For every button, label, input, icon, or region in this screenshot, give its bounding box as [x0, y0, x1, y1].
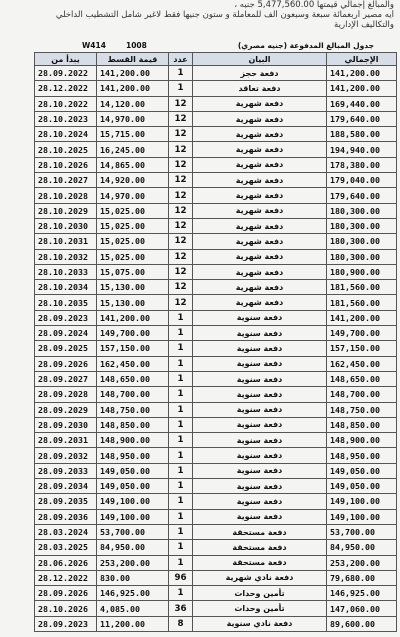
cell-amount: 148,650.00 — [97, 371, 169, 386]
cell-total: 141,200.00 — [327, 81, 397, 96]
cell-amount: 149,100.00 — [97, 494, 169, 509]
cell-total: 148,700.00 — [327, 387, 397, 402]
cell-total: 169,440.00 — [327, 96, 397, 111]
table-row — [35, 402, 397, 417]
cell-count: 1 — [169, 310, 193, 325]
cell-total: 253,200.00 — [327, 555, 397, 570]
cell-count: 36 — [169, 601, 193, 616]
cell-total: 162,450.00 — [327, 356, 397, 371]
cell-total: 179,640.00 — [327, 111, 397, 126]
cell-count: 1 — [169, 326, 193, 341]
cell-date: 28.09.2023 — [35, 310, 97, 325]
table-row — [35, 341, 397, 356]
table-row — [35, 570, 397, 585]
cell-date: 28.10.2029 — [35, 203, 97, 218]
cell-desc: دفعة شهرية — [193, 96, 327, 111]
cell-desc: دفعة سنوية — [193, 494, 327, 509]
cell-amount: 15,025.00 — [97, 234, 169, 249]
cell-count: 1 — [169, 371, 193, 386]
cell-count: 1 — [169, 66, 193, 81]
cell-amount: 15,025.00 — [97, 218, 169, 233]
cell-desc: دفعة سنوية — [193, 356, 327, 371]
cell-date: 28.09.2024 — [35, 326, 97, 341]
table-row — [35, 540, 397, 555]
cell-amount: 15,130.00 — [97, 280, 169, 295]
cell-total: 147,060.00 — [327, 601, 397, 616]
cell-total: 148,900.00 — [327, 433, 397, 448]
cell-amount: 253,200.00 — [97, 555, 169, 570]
cell-amount: 149,050.00 — [97, 463, 169, 478]
cell-total: 148,650.00 — [327, 371, 397, 386]
cell-amount: 149,050.00 — [97, 479, 169, 494]
table-row — [35, 127, 397, 142]
table-row — [35, 203, 397, 218]
cell-amount: 149,700.00 — [97, 326, 169, 341]
cell-total: 149,100.00 — [327, 509, 397, 524]
cell-date: 28.09.2032 — [35, 448, 97, 463]
cell-date: 28.10.2025 — [35, 142, 97, 157]
cell-total: 178,380.00 — [327, 157, 397, 172]
cell-total: 180,300.00 — [327, 203, 397, 218]
cell-desc: تأمين وحدات — [193, 586, 327, 601]
cell-count: 1 — [169, 479, 193, 494]
cell-total: 194,940.00 — [327, 142, 397, 157]
cell-date: 28.10.2026 — [35, 601, 97, 616]
table-row — [35, 433, 397, 448]
cell-date: 28.09.2029 — [35, 402, 97, 417]
cell-desc: دفعة شهرية — [193, 173, 327, 188]
cell-amount: 15,130.00 — [97, 295, 169, 310]
cell-total: 180,300.00 — [327, 234, 397, 249]
table-row — [35, 66, 397, 81]
cell-total: 149,700.00 — [327, 326, 397, 341]
header-line-1: والمبالغ إجمالي قيمتها 5,477,560.00 جنيه ، — [234, 0, 394, 10]
cell-amount: 146,925.00 — [97, 586, 169, 601]
cell-amount: 16,245.00 — [97, 142, 169, 157]
cell-date: 28.09.2030 — [35, 417, 97, 432]
cell-desc: دفعة سنوية — [193, 387, 327, 402]
table-body — [35, 66, 397, 632]
cell-total: 149,050.00 — [327, 463, 397, 478]
cell-amount: 149,100.00 — [97, 509, 169, 524]
cell-amount: 15,025.00 — [97, 249, 169, 264]
table-row — [35, 264, 397, 279]
cell-amount: 141,200.00 — [97, 66, 169, 81]
table-row — [35, 280, 397, 295]
table-row — [35, 356, 397, 371]
cell-amount: 148,900.00 — [97, 433, 169, 448]
header-line-3: والتكاليف الإدارية — [334, 20, 394, 30]
cell-count: 12 — [169, 157, 193, 172]
table-row — [35, 188, 397, 203]
cell-amount: 148,850.00 — [97, 417, 169, 432]
cell-total: 181,560.00 — [327, 280, 397, 295]
cell-count: 12 — [169, 127, 193, 142]
cell-count: 12 — [169, 96, 193, 111]
table-row — [35, 371, 397, 386]
cell-count: 12 — [169, 295, 193, 310]
cell-desc: دفعة سنوية — [193, 326, 327, 341]
table-row — [35, 218, 397, 233]
cell-total: 149,050.00 — [327, 479, 397, 494]
cell-date: 28.12.2022 — [35, 81, 97, 96]
table-row — [35, 249, 397, 264]
cell-count: 8 — [169, 616, 193, 631]
cell-desc: دفعة سنوية — [193, 463, 327, 478]
cell-desc: دفعة شهرية — [193, 111, 327, 126]
cell-date: 28.10.2030 — [35, 218, 97, 233]
cell-count: 1 — [169, 509, 193, 524]
table-row — [35, 96, 397, 111]
cell-desc: دفعة شهرية — [193, 188, 327, 203]
unit-number: 1008 — [126, 41, 147, 50]
cell-desc: دفعة شهرية — [193, 157, 327, 172]
table-row — [35, 494, 397, 509]
table-row — [35, 555, 397, 570]
cell-desc: تأمين وحدات — [193, 601, 327, 616]
cell-count: 1 — [169, 524, 193, 539]
cell-amount: 14,970.00 — [97, 188, 169, 203]
cell-desc: دفعة نادي سنوية — [193, 616, 327, 631]
cell-desc: دفعة سنوية — [193, 479, 327, 494]
table-row — [35, 111, 397, 126]
unit-code: W414 — [82, 41, 106, 50]
cell-total: 179,640.00 — [327, 188, 397, 203]
cell-count: 12 — [169, 142, 193, 157]
cell-date: 28.10.2023 — [35, 111, 97, 126]
cell-count: 12 — [169, 218, 193, 233]
cell-count: 1 — [169, 448, 193, 463]
cell-desc: دفعة شهرية — [193, 218, 327, 233]
cell-date: 28.03.2024 — [35, 524, 97, 539]
cell-count: 12 — [169, 264, 193, 279]
cell-date: 28.10.2028 — [35, 188, 97, 203]
cell-desc: دفعة سنوية — [193, 402, 327, 417]
cell-total: 180,300.00 — [327, 249, 397, 264]
cell-date: 28.09.2028 — [35, 387, 97, 402]
cell-desc: دفعة شهرية — [193, 142, 327, 157]
cell-total: 146,925.00 — [327, 586, 397, 601]
cell-desc: دفعة سنوية — [193, 448, 327, 463]
col-header-date: يبدأ من — [35, 53, 97, 66]
cell-desc: دفعة تعاقد — [193, 81, 327, 96]
cell-desc: دفعة شهرية — [193, 264, 327, 279]
cell-amount: 162,450.00 — [97, 356, 169, 371]
table-meta-row — [34, 40, 396, 51]
cell-total: 148,950.00 — [327, 448, 397, 463]
cell-amount: 84,950.00 — [97, 540, 169, 555]
cell-amount: 141,200.00 — [97, 310, 169, 325]
cell-desc: دفعة شهرية — [193, 280, 327, 295]
cell-date: 28.10.2033 — [35, 264, 97, 279]
cell-amount: 14,865.00 — [97, 157, 169, 172]
header-line-2: أيه مصير أربعمائة سبعة وسبعون ألف للمعاملة و ستون جنيها فقط لاغير شامل التشطيب الداخلي — [55, 10, 394, 20]
cell-desc: دفعة مستحقة — [193, 524, 327, 539]
col-header-desc: البيان — [193, 53, 327, 66]
table-row — [35, 586, 397, 601]
cell-desc: دفعة شهرية — [193, 249, 327, 264]
table-row — [35, 310, 397, 325]
table-row — [35, 601, 397, 616]
cell-total: 141,200.00 — [327, 66, 397, 81]
cell-total: 53,700.00 — [327, 524, 397, 539]
cell-desc: دفعة سنوية — [193, 509, 327, 524]
table-row — [35, 142, 397, 157]
cell-date: 28.09.2025 — [35, 341, 97, 356]
cell-desc: دفعة شهرية — [193, 127, 327, 142]
cell-amount: 830.00 — [97, 570, 169, 585]
cell-count: 1 — [169, 494, 193, 509]
cell-count: 1 — [169, 402, 193, 417]
cell-amount: 148,750.00 — [97, 402, 169, 417]
cell-total: 141,200.00 — [327, 310, 397, 325]
cell-desc: دفعة نادي شهرية — [193, 570, 327, 585]
table-row — [35, 173, 397, 188]
table-header-row — [35, 53, 397, 66]
cell-desc: دفعة مستحقة — [193, 555, 327, 570]
table-row — [35, 463, 397, 478]
cell-total: 79,680.00 — [327, 570, 397, 585]
table-row — [35, 234, 397, 249]
cell-date: 28.09.2027 — [35, 371, 97, 386]
cell-date: 28.09.2036 — [35, 509, 97, 524]
cell-date: 28.10.2035 — [35, 295, 97, 310]
cell-date: 28.10.2032 — [35, 249, 97, 264]
header-text — [0, 0, 400, 40]
cell-amount: 11,200.00 — [97, 616, 169, 631]
table-title: جدول المبالغ المدفوعة (جنيه مصري) — [237, 41, 374, 50]
cell-total: 179,040.00 — [327, 173, 397, 188]
cell-count: 96 — [169, 570, 193, 585]
cell-amount: 15,025.00 — [97, 203, 169, 218]
table-row — [35, 387, 397, 402]
cell-total: 181,560.00 — [327, 295, 397, 310]
cell-count: 12 — [169, 249, 193, 264]
cell-amount: 15,715.00 — [97, 127, 169, 142]
cell-amount: 4,085.00 — [97, 601, 169, 616]
cell-count: 12 — [169, 111, 193, 126]
cell-amount: 141,200.00 — [97, 81, 169, 96]
cell-count: 12 — [169, 203, 193, 218]
cell-desc: دفعة مستحقة — [193, 540, 327, 555]
cell-date: 28.09.2022 — [35, 66, 97, 81]
cell-total: 180,900.00 — [327, 264, 397, 279]
table-row — [35, 417, 397, 432]
cell-count: 1 — [169, 540, 193, 555]
table-row — [35, 524, 397, 539]
cell-desc: دفعة سنوية — [193, 371, 327, 386]
table-row — [35, 616, 397, 631]
cell-amount: 15,075.00 — [97, 264, 169, 279]
cell-amount: 14,120.00 — [97, 96, 169, 111]
cell-count: 12 — [169, 280, 193, 295]
cell-date: 28.12.2022 — [35, 570, 97, 585]
table-row — [35, 448, 397, 463]
cell-amount: 53,700.00 — [97, 524, 169, 539]
cell-count: 1 — [169, 387, 193, 402]
cell-date: 28.10.2034 — [35, 280, 97, 295]
cell-date: 28.09.2026 — [35, 586, 97, 601]
payment-schedule-table — [34, 52, 397, 632]
cell-date: 28.09.2023 — [35, 616, 97, 631]
cell-amount: 148,700.00 — [97, 387, 169, 402]
cell-count: 1 — [169, 555, 193, 570]
cell-count: 1 — [169, 356, 193, 371]
cell-desc: دفعة شهرية — [193, 295, 327, 310]
cell-count: 1 — [169, 341, 193, 356]
table-row — [35, 479, 397, 494]
cell-date: 28.09.2035 — [35, 494, 97, 509]
cell-desc: دفعة سنوية — [193, 341, 327, 356]
col-header-count: عدد — [169, 53, 193, 66]
cell-date: 28.10.2024 — [35, 127, 97, 142]
cell-total: 84,950.00 — [327, 540, 397, 555]
cell-date: 28.09.2031 — [35, 433, 97, 448]
cell-date: 28.09.2033 — [35, 463, 97, 478]
cell-desc: دفعة حجز — [193, 66, 327, 81]
cell-date: 28.10.2027 — [35, 173, 97, 188]
cell-desc: دفعة سنوية — [193, 310, 327, 325]
cell-count: 12 — [169, 234, 193, 249]
cell-desc: دفعة سنوية — [193, 417, 327, 432]
cell-amount: 14,970.00 — [97, 111, 169, 126]
cell-count: 1 — [169, 433, 193, 448]
cell-date: 28.06.2026 — [35, 555, 97, 570]
cell-count: 1 — [169, 586, 193, 601]
table-row — [35, 295, 397, 310]
cell-total: 188,580.00 — [327, 127, 397, 142]
cell-date: 28.10.2026 — [35, 157, 97, 172]
cell-date: 28.09.2026 — [35, 356, 97, 371]
cell-total: 157,150.00 — [327, 341, 397, 356]
cell-total: 180,300.00 — [327, 218, 397, 233]
table-row — [35, 326, 397, 341]
cell-total: 89,600.00 — [327, 616, 397, 631]
table-row — [35, 157, 397, 172]
cell-count: 1 — [169, 81, 193, 96]
cell-amount: 148,950.00 — [97, 448, 169, 463]
cell-total: 148,750.00 — [327, 402, 397, 417]
cell-date: 28.09.2034 — [35, 479, 97, 494]
cell-count: 1 — [169, 463, 193, 478]
cell-count: 12 — [169, 173, 193, 188]
cell-desc: دفعة شهرية — [193, 234, 327, 249]
cell-desc: دفعة شهرية — [193, 203, 327, 218]
cell-amount: 157,150.00 — [97, 341, 169, 356]
col-header-amount: قيمة القسط — [97, 53, 169, 66]
cell-amount: 14,920.00 — [97, 173, 169, 188]
col-header-total: الإجمالي — [327, 53, 397, 66]
cell-date: 28.03.2025 — [35, 540, 97, 555]
table-row — [35, 509, 397, 524]
table-row — [35, 81, 397, 96]
cell-total: 148,850.00 — [327, 417, 397, 432]
cell-desc: دفعة سنوية — [193, 433, 327, 448]
cell-count: 12 — [169, 188, 193, 203]
cell-date: 28.10.2031 — [35, 234, 97, 249]
cell-date: 28.10.2022 — [35, 96, 97, 111]
cell-total: 149,100.00 — [327, 494, 397, 509]
cell-count: 1 — [169, 417, 193, 432]
